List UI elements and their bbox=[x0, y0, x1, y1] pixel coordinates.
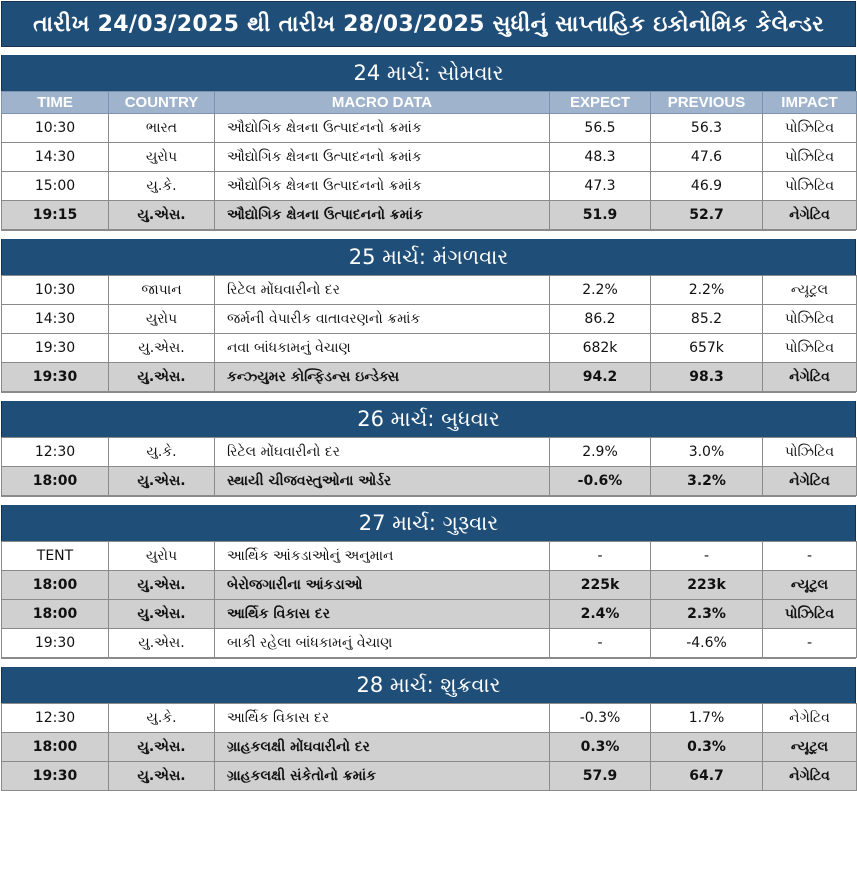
table-row bbox=[2, 571, 857, 600]
cell-time: 15:00 bbox=[2, 172, 109, 201]
cell-expect: -0.3% bbox=[550, 704, 651, 733]
cell-previous: 3.2% bbox=[651, 467, 763, 496]
cell-macro-data: રિટેલ મોંઘવારીનો દર bbox=[215, 438, 550, 467]
cell-time: 18:00 bbox=[2, 467, 109, 496]
section-spacer bbox=[1, 392, 856, 401]
day-section bbox=[1, 505, 856, 667]
section-spacer bbox=[1, 496, 856, 505]
days-container bbox=[1, 55, 856, 791]
cell-previous: - bbox=[651, 542, 763, 571]
table-row bbox=[2, 305, 857, 334]
table-row bbox=[2, 114, 857, 143]
cell-expect: - bbox=[550, 629, 651, 658]
table-row bbox=[2, 600, 857, 629]
cell-macro-data: ગ્રાહકલક્ષી સંકેતોનો ક્રમાંક bbox=[215, 762, 550, 791]
cell-impact: ન્યૂટ્રલ bbox=[763, 571, 857, 600]
cell-macro-data: કન્ઝ્યુમર કોન્ફિડન્સ ઇન્ડેક્સ bbox=[215, 363, 550, 392]
table-row bbox=[2, 629, 857, 658]
cell-time: 14:30 bbox=[2, 305, 109, 334]
cell-previous: 52.7 bbox=[651, 201, 763, 230]
cell-previous: 64.7 bbox=[651, 762, 763, 791]
cell-expect: 47.3 bbox=[550, 172, 651, 201]
table-row bbox=[2, 762, 857, 791]
cell-macro-data: ઔદ્યોગિક ક્ષેત્રના ઉત્પાદનનો ક્રમાંક bbox=[215, 114, 550, 143]
calendar-table bbox=[1, 437, 857, 496]
cell-impact: પોઝિટિવ bbox=[763, 172, 857, 201]
cell-country: યુ.કે. bbox=[109, 704, 215, 733]
table-row bbox=[2, 201, 857, 230]
cell-time: 10:30 bbox=[2, 114, 109, 143]
calendar-table bbox=[1, 275, 857, 392]
cell-expect: 56.5 bbox=[550, 114, 651, 143]
cell-previous: 1.7% bbox=[651, 704, 763, 733]
cell-previous: 98.3 bbox=[651, 363, 763, 392]
cell-time: 18:00 bbox=[2, 571, 109, 600]
cell-macro-data: આર્થિક આંકડાઓનું અનુમાન bbox=[215, 542, 550, 571]
cell-country: યુ.કે. bbox=[109, 172, 215, 201]
cell-expect: - bbox=[550, 542, 651, 571]
cell-impact: પોઝિટિવ bbox=[763, 143, 857, 172]
cell-expect: 2.2% bbox=[550, 276, 651, 305]
day-section bbox=[1, 55, 856, 239]
cell-time: 18:00 bbox=[2, 600, 109, 629]
cell-impact: પોઝિટિવ bbox=[763, 305, 857, 334]
cell-impact: નેગેટિવ bbox=[763, 467, 857, 496]
cell-time: 19:30 bbox=[2, 334, 109, 363]
calendar-table bbox=[1, 703, 857, 791]
cell-time: 19:30 bbox=[2, 629, 109, 658]
cell-impact: પોઝિટિવ bbox=[763, 334, 857, 363]
calendar-table bbox=[1, 91, 857, 230]
cell-expect: 48.3 bbox=[550, 143, 651, 172]
cell-country: યુરોપ bbox=[109, 542, 215, 571]
cell-previous: 46.9 bbox=[651, 172, 763, 201]
cell-previous: 56.3 bbox=[651, 114, 763, 143]
cell-impact: પોઝિટિવ bbox=[763, 438, 857, 467]
column-header-time: TIME bbox=[2, 92, 109, 114]
column-header-macro-data: MACRO DATA bbox=[215, 92, 550, 114]
cell-country: યુ.એસ. bbox=[109, 363, 215, 392]
cell-country: યુરોપ bbox=[109, 305, 215, 334]
header-row bbox=[2, 92, 857, 114]
table-row bbox=[2, 438, 857, 467]
cell-impact: - bbox=[763, 542, 857, 571]
cell-macro-data: ઔદ્યોગિક ક્ષેત્રના ઉત્પાદનનો ક્રમાંક bbox=[215, 201, 550, 230]
table-row bbox=[2, 363, 857, 392]
cell-expect: 2.4% bbox=[550, 600, 651, 629]
table-row bbox=[2, 143, 857, 172]
cell-expect: 57.9 bbox=[550, 762, 651, 791]
cell-country: ભારત bbox=[109, 114, 215, 143]
cell-expect: 86.2 bbox=[550, 305, 651, 334]
cell-country: યુ.એસ. bbox=[109, 600, 215, 629]
cell-impact: - bbox=[763, 629, 857, 658]
cell-country: જાપાન bbox=[109, 276, 215, 305]
section-spacer bbox=[1, 230, 856, 239]
cell-impact: પોઝિટિવ bbox=[763, 600, 857, 629]
cell-impact: ન્યૂટ્રલ bbox=[763, 733, 857, 762]
cell-macro-data: સ્થાયી ચીજવસ્તુઓના ઓર્ડર bbox=[215, 467, 550, 496]
cell-macro-data: ગ્રાહકલક્ષી મોંઘવારીનો દર bbox=[215, 733, 550, 762]
cell-time: 12:30 bbox=[2, 438, 109, 467]
cell-impact: નેગેટિવ bbox=[763, 704, 857, 733]
cell-country: યુ.એસ. bbox=[109, 201, 215, 230]
cell-expect: 94.2 bbox=[550, 363, 651, 392]
day-heading: 24 માર્ચ: સોમવાર bbox=[1, 55, 856, 91]
cell-expect: 682k bbox=[550, 334, 651, 363]
cell-previous: 2.3% bbox=[651, 600, 763, 629]
cell-time: 19:30 bbox=[2, 363, 109, 392]
column-header-expect: EXPECT bbox=[550, 92, 651, 114]
table-row bbox=[2, 276, 857, 305]
column-header-previous: PREVIOUS bbox=[651, 92, 763, 114]
cell-macro-data: ઔદ્યોગિક ક્ષેત્રના ઉત્પાદનનો ક્રમાંક bbox=[215, 143, 550, 172]
column-header-impact: IMPACT bbox=[763, 92, 857, 114]
cell-impact: ન્યૂટ્રલ bbox=[763, 276, 857, 305]
cell-macro-data: આર્થિક વિકાસ દર bbox=[215, 704, 550, 733]
cell-country: યુ.એસ. bbox=[109, 762, 215, 791]
economic-calendar bbox=[1, 1, 856, 880]
cell-expect: 225k bbox=[550, 571, 651, 600]
table-row bbox=[2, 172, 857, 201]
cell-macro-data: રિટેલ મોંઘવારીનો દર bbox=[215, 276, 550, 305]
day-heading: 25 માર્ચ: મંગળવાર bbox=[1, 239, 856, 275]
day-section bbox=[1, 239, 856, 401]
table-row bbox=[2, 704, 857, 733]
table-row bbox=[2, 334, 857, 363]
table-row bbox=[2, 467, 857, 496]
cell-previous: 85.2 bbox=[651, 305, 763, 334]
cell-time: 18:00 bbox=[2, 733, 109, 762]
cell-previous: 657k bbox=[651, 334, 763, 363]
cell-country: યુ.એસ. bbox=[109, 733, 215, 762]
title-spacer bbox=[1, 47, 856, 55]
cell-macro-data: નવા બાંધકામનું વેચાણ bbox=[215, 334, 550, 363]
cell-time: 14:30 bbox=[2, 143, 109, 172]
day-heading: 26 માર્ચ: બુધવાર bbox=[1, 401, 856, 437]
cell-previous: 47.6 bbox=[651, 143, 763, 172]
cell-expect: -0.6% bbox=[550, 467, 651, 496]
cell-macro-data: જર્મની વેપારીક વાતાવરણનો ક્રમાંક bbox=[215, 305, 550, 334]
cell-country: યુરોપ bbox=[109, 143, 215, 172]
cell-previous: 3.0% bbox=[651, 438, 763, 467]
cell-country: યુ.એસ. bbox=[109, 629, 215, 658]
cell-previous: 2.2% bbox=[651, 276, 763, 305]
cell-time: 12:30 bbox=[2, 704, 109, 733]
cell-time: 19:30 bbox=[2, 762, 109, 791]
cell-expect: 0.3% bbox=[550, 733, 651, 762]
calendar-table bbox=[1, 541, 857, 658]
cell-impact: નેગેટિવ bbox=[763, 363, 857, 392]
cell-expect: 2.9% bbox=[550, 438, 651, 467]
day-heading: 27 માર્ચ: ગુરૂવાર bbox=[1, 505, 856, 541]
cell-impact: પોઝિટિવ bbox=[763, 114, 857, 143]
cell-time: TENT bbox=[2, 542, 109, 571]
cell-macro-data: બાકી રહેલા બાંધકામનું વેચાણ bbox=[215, 629, 550, 658]
day-heading: 28 માર્ચ: શુક્રવાર bbox=[1, 667, 856, 703]
table-row bbox=[2, 733, 857, 762]
cell-country: યુ.કે. bbox=[109, 438, 215, 467]
cell-impact: નેગેટિવ bbox=[763, 201, 857, 230]
cell-time: 10:30 bbox=[2, 276, 109, 305]
cell-macro-data: બેરોજગારીના આંકડાઓ bbox=[215, 571, 550, 600]
cell-macro-data: આર્થિક વિકાસ દર bbox=[215, 600, 550, 629]
cell-macro-data: ઔદ્યોગિક ક્ષેત્રના ઉત્પાદનનો ક્રમાંક bbox=[215, 172, 550, 201]
table-row bbox=[2, 542, 857, 571]
cell-previous: 0.3% bbox=[651, 733, 763, 762]
day-section bbox=[1, 667, 856, 791]
day-section bbox=[1, 401, 856, 505]
cell-time: 19:15 bbox=[2, 201, 109, 230]
calendar-title: તારીખ 24/03/2025 થી તારીખ 28/03/2025 સુધીનું સાપ્તાહિક ઇકોનોમિક કેલેન્ડર bbox=[1, 1, 856, 47]
cell-country: યુ.એસ. bbox=[109, 571, 215, 600]
cell-previous: 223k bbox=[651, 571, 763, 600]
cell-country: યુ.એસ. bbox=[109, 467, 215, 496]
column-header-country: COUNTRY bbox=[109, 92, 215, 114]
cell-impact: નેગેટિવ bbox=[763, 762, 857, 791]
cell-country: યુ.એસ. bbox=[109, 334, 215, 363]
cell-expect: 51.9 bbox=[550, 201, 651, 230]
section-spacer bbox=[1, 658, 856, 667]
cell-previous: -4.6% bbox=[651, 629, 763, 658]
